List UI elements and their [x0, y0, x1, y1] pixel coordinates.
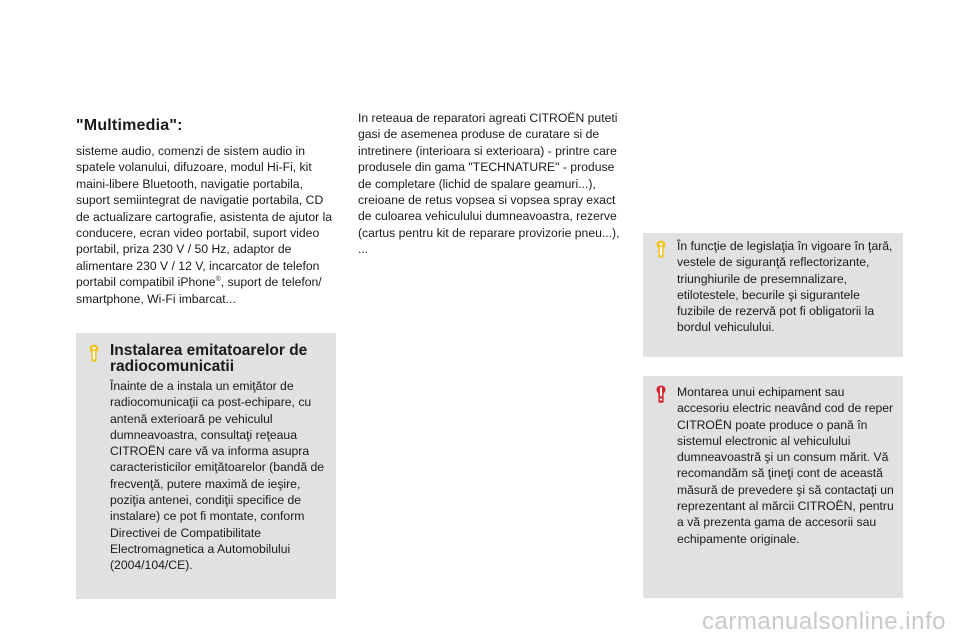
- network-paragraph: In reteaua de reparatori agreati CITROËN puteti gasi de asemenea produse de curatare si de intretinere (interioara si exterioara) - printre care produsele din gama "TECHNATURE" - produse de completare (lichid de spalare geamuri...), creioane de retus vopsea si vopsea spray exact de culoarea vehiculului dumneavoastra, rezerve (cartus pentru kit de reparare provizorie pneu...), ...: [358, 111, 620, 257]
- radio-box-title: Instalarea emitatoarelor de radiocomunicatii: [110, 342, 308, 375]
- multimedia-heading: "Multimedia":: [76, 117, 183, 134]
- accessory-warning-box: [643, 376, 903, 598]
- radio-box-text: Înainte de a instala un emiţător de radiocomunicaţii ca post-echipare, cu antenă exterioară pe vehiculul dumneavoastra, consultaţi reţeaua CITROËN care vă va informa asupra caracteristicilor emiţătoarelor (bandă de frecvenţă, putere maximă de ieşire, poziţia antenei, condiţii specifice de instalare) ce pot fi montate, conform Directivei de Compatibilitate Electromagnetica a Automobilului (2004/104/CE).: [110, 379, 325, 573]
- info-icon: [651, 239, 671, 259]
- info-icon: [84, 343, 104, 363]
- registered-mark: ®: [215, 276, 221, 284]
- legal-box-text: În funcţie de legislaţia în vigoare în ţară, vestele de siguranţă reflectorizante, triunghiurile de presemnalizare, etilotestele, becurile şi sigurantele fuzibile de rezervă pot fi obligatorii la bordul vehiculului.: [677, 239, 893, 335]
- warning-icon: [651, 384, 671, 404]
- legal-equipment-box: [643, 233, 903, 357]
- multimedia-text: sisteme audio, comenzi de sistem audio in spatele volanului, difuzoare, modul Hi-Fi, kit maini-libere Bluetooth, navigatie portabila, suport semiintegrat de navigatie portabila, CD de actualizare cartografie, asistenta de ajutor la conducere, ecran video portabil, suport video portabil, priza 230 V / 50 Hz, adaptor de alimentare 230 V / 12 V, incarcator de telefon portabil compatibil iPhone: [76, 144, 333, 290]
- radio-installation-box: [76, 333, 336, 599]
- multimedia-paragraph: [76, 143, 338, 307]
- watermark: carmanualsonline.info: [702, 608, 946, 635]
- multimedia-text-end: , suport de telefon/ smartphone, Wi-Fi imbarcat...: [76, 275, 322, 306]
- warning-box-text: Montarea unui echipament sau accesoriu electric neavând cod de reper CITROËN poate produce o pană în sistemul electronic al vehiculului dumneavoastră şi un consum mărit. Vă recomandăm să ţineţi cont de această măsură de prevedere şi să contactaţi un reprezentant al mărcii CITROËN, pentru a vă prezenta gama de accesorii sau echipamente originale.: [677, 385, 894, 546]
